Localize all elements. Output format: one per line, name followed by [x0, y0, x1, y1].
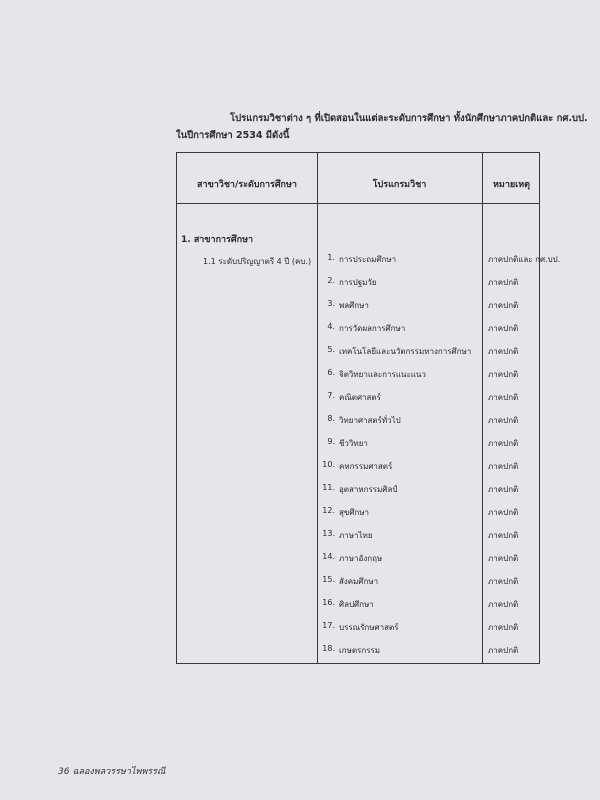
- row-note: ภาคปกติ: [488, 416, 519, 425]
- row-number: 14.: [322, 552, 335, 561]
- table-row: [177, 299, 541, 315]
- programs-table: [176, 152, 561, 664]
- program-name: เกษตรกรรม: [339, 646, 381, 655]
- header-divider: [177, 203, 539, 204]
- row-note: ภาคปกติ: [488, 278, 519, 287]
- row-note: ภาคปกติ: [488, 646, 519, 655]
- row-number: 4.: [327, 322, 335, 331]
- table-row: [177, 529, 541, 545]
- row-number: 16.: [322, 598, 335, 607]
- program-name: ภาษาไทย: [339, 531, 373, 540]
- header-note: หมายเหตุ: [492, 180, 531, 190]
- table-row: [177, 437, 541, 453]
- table-row: [177, 644, 541, 660]
- program-name: การประถมศึกษา: [339, 255, 397, 264]
- row-note: ภาคปกติ: [488, 324, 519, 333]
- row-number: 17.: [322, 621, 335, 630]
- table-caption: [176, 110, 596, 144]
- header-field-level: สาขาวิชา/ระดับการศึกษา: [197, 180, 297, 190]
- table-row: [177, 483, 541, 499]
- row-note: ภาคปกติและ กศ.บป.: [488, 255, 561, 264]
- table-row: [177, 345, 541, 361]
- row-number: 7.: [327, 391, 335, 400]
- section-title: 1. สาขาการศึกษา: [181, 235, 254, 245]
- row-number: 3.: [327, 299, 335, 308]
- caption-line-2: ในปีการศึกษา 2534 มีดังนี้: [176, 130, 290, 141]
- row-note: ภาคปกติ: [488, 393, 519, 402]
- table-row: [177, 575, 541, 591]
- table-row: [177, 621, 541, 637]
- header-program: โปรแกรมวิชา: [372, 180, 427, 190]
- program-name: จิตวิทยาและการแนะแนว: [339, 370, 426, 379]
- row-note: ภาคปกติ: [488, 508, 519, 517]
- table-row: [177, 506, 541, 522]
- program-name: ชีววิทยา: [339, 439, 368, 448]
- row-number: 13.: [322, 529, 335, 538]
- level-label: 1.1 ระดับปริญญาตรี 4 ปี (คบ.): [203, 257, 312, 266]
- page-footer: 36 ฉลองพลวรรษาไพพรรณี: [58, 767, 166, 777]
- row-number: 8.: [327, 414, 335, 423]
- row-number: 2.: [327, 276, 335, 285]
- row-number: 10.: [322, 460, 335, 469]
- program-name: เทคโนโลยีและนวัตกรรมทางการศึกษา: [339, 347, 472, 356]
- table-row: [177, 460, 541, 476]
- caption-line-1: โปรแกรมวิชาต่าง ๆ ที่เปิดสอนในแต่ละระดับการศึกษา ทั้งนักศึกษาภาคปกติและ กศ.บป.: [230, 113, 588, 124]
- table-row: [177, 322, 541, 338]
- row-number: 15.: [322, 575, 335, 584]
- table-row: [177, 368, 541, 384]
- row-number: 5.: [327, 345, 335, 354]
- table-row: [177, 552, 541, 568]
- row-number: 11.: [322, 483, 335, 492]
- table-row: [177, 253, 561, 269]
- row-note: ภาคปกติ: [488, 485, 519, 494]
- program-name: คณิตศาสตร์: [339, 393, 381, 402]
- program-name: วิทยาศาสตร์ทั่วไป: [339, 416, 401, 425]
- program-name: พลศึกษา: [339, 301, 369, 310]
- table-row: [177, 598, 541, 614]
- row-note: ภาคปกติ: [488, 623, 519, 632]
- row-note: ภาคปกติ: [488, 577, 519, 586]
- row-note: ภาคปกติ: [488, 370, 519, 379]
- program-name: ศิลปศึกษา: [339, 600, 374, 609]
- program-name: สุขศึกษา: [339, 508, 370, 517]
- program-name: สังคมศึกษา: [339, 577, 379, 586]
- program-name: คหกรรมศาสตร์: [339, 462, 393, 471]
- row-number: 9.: [327, 437, 335, 446]
- table-row: [177, 391, 541, 407]
- row-number: 18.: [322, 644, 335, 653]
- row-note: ภาคปกติ: [488, 600, 519, 609]
- row-number: 1.: [327, 253, 335, 262]
- row-note: ภาคปกติ: [488, 531, 519, 540]
- program-name: บรรณรักษศาสตร์: [339, 623, 399, 632]
- row-number: 6.: [327, 368, 335, 377]
- row-number: 12.: [322, 506, 335, 515]
- table-row: [177, 414, 541, 430]
- program-name: ภาษาอังกฤษ: [339, 554, 383, 563]
- row-note: ภาคปกติ: [488, 347, 519, 356]
- program-name: การปฐมวัย: [339, 278, 377, 287]
- program-name: การวัดผลการศึกษา: [339, 324, 406, 333]
- program-name: อุตสาหกรรมศิลป์: [339, 485, 398, 494]
- row-note: ภาคปกติ: [488, 301, 519, 310]
- row-note: ภาคปกติ: [488, 439, 519, 448]
- row-note: ภาคปกติ: [488, 554, 519, 563]
- table-row: [177, 276, 541, 292]
- row-note: ภาคปกติ: [488, 462, 519, 471]
